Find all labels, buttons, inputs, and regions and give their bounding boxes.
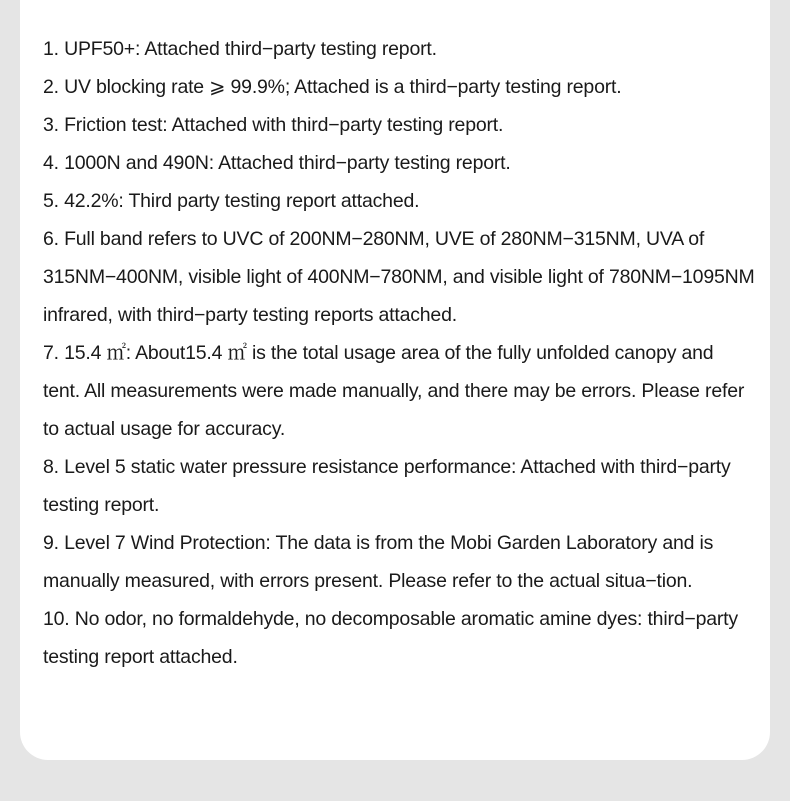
note-item: 7. 15.4 ㎡: About15.4 ㎡ is the total usage area of the fully unfolded canopy and tent. All measurements were made manually, and there may be errors. Please refer to actual usage for accuracy. — [43, 342, 745, 440]
note-item: 6. Full band refers to UVC of 200NM−280NM, UVE of 280NM−315NM, UVA of 315NM−400NM, visible light of 400NM−780NM, and visible light of 780NM−1095NM infrared, with third−party testing reports attached. — [43, 228, 755, 326]
note-item: 5. 42.2%: Third party testing report attached. — [43, 190, 420, 212]
note-item: 2. UV blocking rate ⩾ 99.9%; Attached is a third−party testing report. — [43, 76, 622, 98]
note-item: 8. Level 5 static water pressure resistance performance: Attached with third−party testing report. — [43, 456, 731, 516]
note-item: 1. UPF50+: Attached third−party testing report. — [43, 38, 437, 60]
notes-list — [43, 30, 755, 676]
note-item: 9. Level 7 Wind Protection: The data is from the Mobi Garden Laboratory and is manually measured, with errors present. Please refer to the actual situa−tion. — [43, 532, 714, 592]
note-item: 3. Friction test: Attached with third−party testing report. — [43, 114, 504, 136]
note-item: 4. 1000N and 490N: Attached third−party testing report. — [43, 152, 511, 174]
note-item: 10. No odor, no formaldehyde, no decomposable aromatic amine dyes: third−party testing report attached. — [43, 608, 738, 668]
